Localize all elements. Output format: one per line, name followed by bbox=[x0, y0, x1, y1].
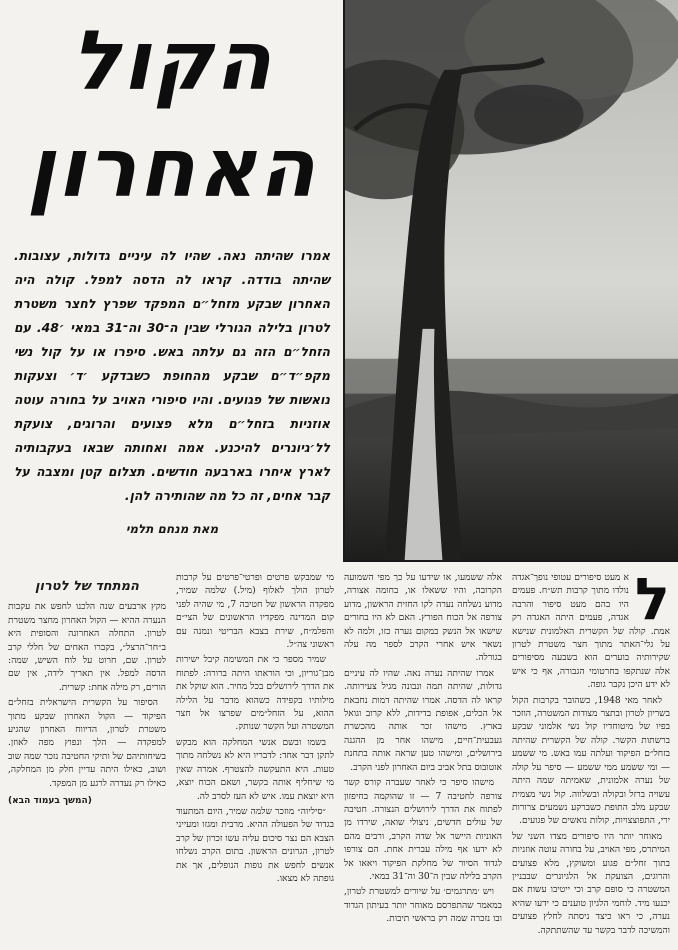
column-1-paragraph-1: א מעט סיפורים עטופי נופך־אגדה נולדו מתוך קרבות תש״ח. פעמים היו בהם מעט סיפור והרבה אגדה, פעמים היתה האגדה רק אמת. קולה של הקשרית האלמונית שנישא על גלי־האתר מתוך חצר משטרת לטרון שקירותיה בוערים הוא בשבעה מסיפורים אלה שנתקפו בחרטומי הגבורה, אף כי איש לא ידע היכן נקבר גופה. bbox=[512, 573, 670, 691]
column-2-paragraph-1: אלה ששמעו, או שידעו על כך מפי השמועה הקרובה, והיו ששאלו או, בחומה אצורה, מדוע נשלחה נערה לקו החזית הראשון, מדוע צורפה אל הכוח הפורץ. האם לא היו בחורים שישאו אל הנשק במקום נערה כזו, ולמה לא נשאר איש אחרי הקרב לספר מה עלה בגורלה. bbox=[344, 573, 502, 664]
column-4-paragraph-1: מקץ ארבעים שנה הלכנו לחפש את עקבות הנערה ההיא — הקול האחרון מחצר משטרת לטרון. התחלה האחרונה והסופית היא ב״חר־הרצל״, בקברו האחים של חללי קרב לטרון. שם, חרוט על לוח השיש, שמה: הדסה למפל. אין תאריך לידה, אין שם הורים, רק מילה אחת: קשרית. bbox=[8, 602, 166, 693]
drop-cap: ל bbox=[634, 572, 670, 633]
text-column-4 bbox=[8, 572, 166, 944]
column-4-paragraph-2: הסיפור על הקשרית הישראלית בזחל״ם הפיקוד — הקול האחרון שבקע מתוך משטרת לטרון, הדיווח האחרון שהגיע למפקדה — הלך ונפוץ מפה לאוזן. בשיחותיהם של ותיקי החטיבה נזכר שמה שוב ושוב, כאילו היתה עדיין חלק מן המחלקה, כאילו רק נעדרה לרגע מן המפקד. bbox=[8, 698, 166, 789]
text-column-1 bbox=[512, 572, 670, 944]
column-2-paragraph-3: מישהו סיפר כי לאחר שעברה קורס קשר צורפה לחטיבה 7 — זו שהוקמה בחיפזון לפתוח את הדרך לירושלים הנצורה. חטיבה של עולים חדשים, ניצולי שואה, שירדו מן האוניות היישר אל שדה הקרב, ורבים מהם לא ידעו אף מילה עברית אחת. הם צורפו לגדוד הסיור של מחלקת הפיקוד ויאאו אל הקרב בלילה שבין ה־30 וה־31 במאי. bbox=[344, 778, 502, 882]
column-2-paragraph-2: אמרו שהיתה נערה נאה. שהיו לה עיניים גדולות, שהיתה תמה ונבונה מגיל צעירותה. קראו לה הדסה. אמרו שהיתה דמות נחבאת אל הכלים, אפופת בדידות, ללא קרוב וגואל בארץ. מישהו זכר אותה מהכשרת געבעית־חיים, מישהו אחר מן ההגנה בירושלים, ומישהו טען שראה אותה בתחנת אוטובוס בתל אביב ביום האחרון לפני הקרב. bbox=[344, 668, 502, 773]
article-columns bbox=[8, 572, 670, 944]
column-2-paragraph-4: ויש ׳מתרגמים׳ על שיורים למשטרת לטרון, במאמר שהתפרסם מאוחר יותר בעיתון הגדוד ובו נזכרה שמה רק בראשי תיבות. bbox=[344, 887, 502, 925]
column-3-paragraph-2: שמיר מספר כי את המשימה קיבל ישירות מבן־גוריון, וכי הוראתו היתה ברורה: לפתוח את הדרך לירושלים בכל מחיר. הוא שוקל את מילותיו בקפידה כשהוא מדבר על הלילה ההוא, על הזחל״מים שפרצו אל חצר המשטרה ועל הקשר שנותק. bbox=[176, 655, 334, 733]
text-column-2 bbox=[344, 572, 502, 944]
headline-block bbox=[8, 6, 336, 556]
column-1-paragraph-3: מאוחר יותר היו סיפורים מצדו השני של המיתרס, מפי האויב, על בחורה עוטה אוזניות בתוך זחל״ם פגוע ומשוקץ, מלא פצועים והרוגים, הצועקת אל הלגיונרים שבבניין המשטרה כי סופם קרב וכי ייטיבו עשות אם יכנעו מיד. לוחמי הלגיון טוענים כי ידעו שהיא נערה, כי ראו כיצד ניסתה לחלץ פצועים והמשיכה לדבר בקשר עד שהשתתקה. bbox=[512, 831, 670, 936]
column-3-paragraph-3: בשמו ובשם אנשי המחלקה הוא מבקש לתקן דבר אחד: לדבריו היא לא נשלחה מתוך טעות. היא התעקשה להצטרף. אמרה שאין מי שיחליף אותה בקשר, ושאם הכוח יוצא, היא יוצאת עמו. איש לא העז לסרב לה. bbox=[176, 737, 334, 802]
continued-note: (המשך בעמוד הבא) bbox=[8, 796, 92, 807]
text-column-3 bbox=[176, 572, 334, 944]
lead-paragraph: אמרו שהיתה נאה. שהיו לה עיניים גדולות, עצובות. שהיתה בודדה. קראו לה הדסה למפל. קולה היה האחרון שבקע מזחל״ם המפקד שפרץ לחצר משטרת לטרון בלילה הגורלי שבין ה־30 וה־31 במאי ׳48. עם הזחל״ם הזה גם עלתה באש. סיפרו או על קול נשי מקפ״ד״ם שבקע מהחופת כשבדקע ׳ד׳ וצעקות נואשות של פגועים. והיו סיפורי האויב על בחורה עוטה אוזניות בזחל״ם מלא פצועים והרוגים, צועקת לל׳גיונרים להיכנע. אמה ואחותה שבאו בעקבותיה לארץ איחרו בארבעה חודשים. תצלום קטן ומצבה על קבר אחים, זה כל מה שהותירה להן. bbox=[14, 248, 330, 503]
headline-line-2: האחרון bbox=[26, 121, 318, 216]
column-1-paragraph-2: לאחר מאי 1948, כשהובר בקרבות הקול בשריון לטרון ובתצר מצודות המשטרה, הוזכר בפיו של מיטוחדיו קול נשי אלמוני שבקע ברשתות הקשר. קולה של הקשרית שהיתה בזחל״ם הפיקוד ועלתה עמו באש. מי ששמע — ומי ששמע ממי ששמע — סיפר על קולה של נערה אלמונית, שאמיתה שמה היתה עשויה ברזל ובקולה ובשלווה. קול נשי מצמית שבקע מלב התופת כשברקע נשמעים צרורות ירי, התפוצצויות, קולות נואשים של פגועים. bbox=[512, 695, 670, 827]
byline: מאת מנחם תלמי bbox=[125, 522, 219, 536]
column-3-paragraph-1: מי שמבקש פרטים ופרטי־פרטים על קרבות לטרון הולך לאלוף (מיל.) שלמה שמיר, מפקדה הראשון של חטיבה 7, מי שהיה לפני קום המדינה מפקדיו הראשונים של הצי״ם והפלמ״ח, שירת בצבא הבריטי ונמנה עם ראשוני צה״ל. bbox=[176, 573, 334, 651]
section-subheading: המתחד של לטרון bbox=[35, 579, 139, 594]
tree-photo-image bbox=[345, 0, 678, 560]
column-3-paragraph-4: ״סיליוה״ מוזכר שלמה שמיר, היום המתעוד בגדוד של הפעולה ההיא. מרבית ומגזו ומעייני הצבא הם נצר סיכום עליה עשו זכרון של קרב לטרון, הגרונים הראשון. בתום הקרב נשלחו אנשים לחפש את גופות הנופלים, אך את גופתה לא מצאו. bbox=[176, 806, 334, 884]
headline-line-1: הקול bbox=[70, 14, 274, 109]
headline bbox=[8, 6, 336, 224]
tree-photograph bbox=[343, 0, 678, 562]
